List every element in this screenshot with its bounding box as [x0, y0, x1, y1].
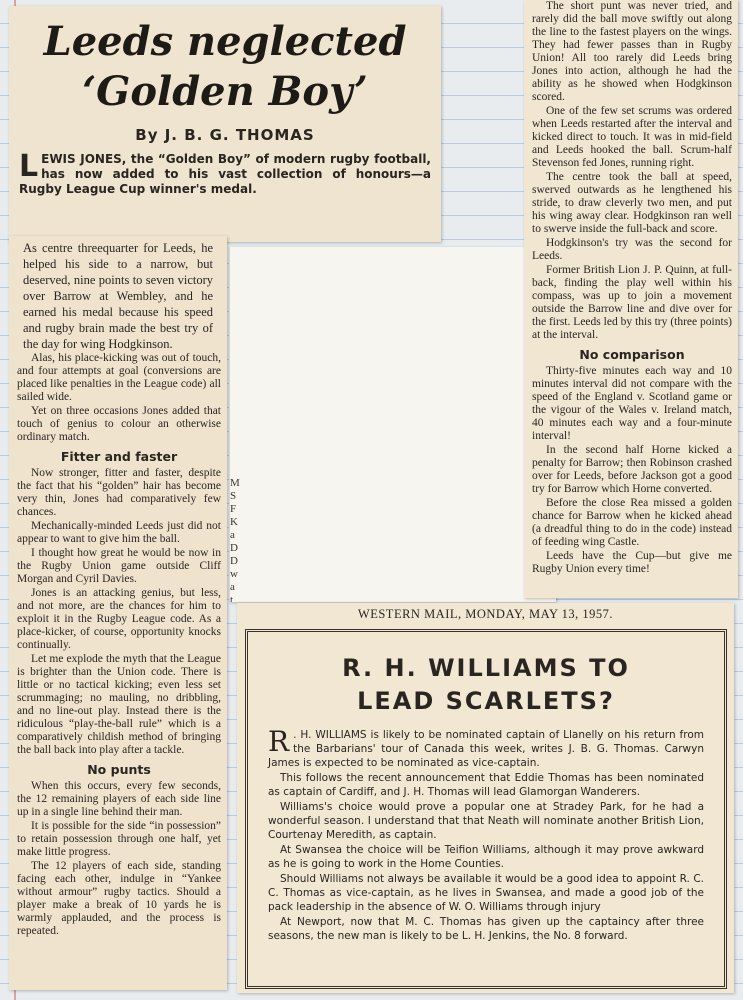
intro-paragraph: As centre threequarter for Leeds, he helped his side to a narrow, but deserved, nine points to seven victory over Barrow at Wembley, and he earned his medal because his speed and rugby brain made the best try of the day for wing Hodgkinson.: [23, 241, 213, 351]
williams-dropcap: R: [268, 725, 290, 758]
williams-clipping: [237, 603, 734, 993]
williams-p6: At Newport, now that M. C. Thomas has given up the captaincy after three seasons, the new man is likely to be L. H. Jenkins, the No. 8 forward.: [268, 916, 704, 942]
col-c-p4: Hodgkinson's try was the second for Leeds.: [532, 237, 732, 262]
col-b-p5: I thought how great he would be now in the Rugby Union game outside Cliff Morgan and Cyril Davies.: [17, 547, 221, 585]
col-b-p7: Let me explode the myth that the League is brighter than the Union code. There is little or no tactical kicking; even less set scrummaging; no mauling, no dribbling, and no line-out play. Instead there is the ridiculous “play-the-ball rule” which is a comparatively childish method of bringing the ball back into play after a tackle.: [17, 653, 221, 756]
newspaper-masthead: WESTERN MAIL, MONDAY, MAY 13, 1957.: [357, 607, 614, 621]
right-column-clipping: [524, 0, 738, 598]
col-c-p9: Leeds have the Cup—but give me Rugby Union every time!: [532, 550, 732, 575]
subhead-fitter-faster: Fitter and faster: [60, 449, 178, 464]
col-b-p2: Yet on three occasions Jones added that touch of genius to colour an otherwise ordinary match.: [17, 405, 221, 443]
subhead-no-punts: No punts: [87, 762, 151, 777]
col-c-p6: Thirty-five minutes each way and 10 minutes interval did not compare with the speed of the England v. Scotland game or the vigour of the Wales v. Ireland match, 40 minutes each way and a four-minute interval!: [532, 365, 732, 442]
lead-text: EWIS JONES, the “Golden Boy” of modern rugby football, has now added to his vast collection of honours—a Rugby League Cup winner's medal.: [19, 152, 431, 196]
lead-paragraph: [19, 149, 431, 197]
blank-paper-scrap: [229, 247, 556, 602]
right-column-text: [532, 0, 732, 577]
col-c-p5: Former British Lion J. P. Quinn, at full-back, finding the play well within his compass, was up to join a movement outside the Barrow line and dive over for the first. Leeds led by this try (three points) at the interval.: [532, 264, 732, 341]
williams-p1-text: . H. WILLIAMS is likely to be nominated captain of Llanelly on his return from the Barbarians' tour of Canada this week, writes J. B. G. Thomas. Carwyn James is expected to be nominated as vice-captain.: [268, 729, 704, 769]
col-b-p6: Jones is an attacking genius, but less, and not more, are the chances for him to exploit it in the Rugby League code. As a place-kicker, of course, opportunity knocks continually.: [17, 587, 221, 651]
col-b-p3: Now stronger, fitter and faster, despite the fact that his “golden” hair has become very thin, Jones had comparatively few chances.: [17, 467, 221, 518]
williams-p2: This follows the recent announcement that Eddie Thomas has been nominated as captain of Cardiff, and J. H. Thomas will lead Glamorgan Wanderers.: [268, 772, 704, 798]
col-b-p8: When this occurs, every few seconds, the 12 remaining players of each side line up in a single line behind their man.: [17, 780, 221, 818]
williams-p3: Williams's choice would prove a popular one at Stradey Park, for he had a wonderful season. I understand that that Neath will nominate another British Lion, Courtenay Meredith, as captain.: [268, 801, 704, 841]
left-column-clipping: [9, 236, 227, 990]
subhead-no-comparison: No comparison: [579, 347, 685, 362]
williams-headline-line1: R. H. WILLIAMS TO: [342, 654, 630, 682]
headline-clipping: [9, 6, 441, 242]
col-c-p2: One of the few set scrums was ordered when Leeds restarted after the interval and kicked direct to touch. It was in mid-field and Leeds hooked the ball. Scrum-half Stevenson fed Jones, running right.: [532, 105, 732, 169]
lead-dropcap: L: [19, 149, 39, 184]
col-c-p7: In the second half Horne kicked a penalty for Barrow; then Robinson crashed over for Leeds, before Jackson got a good try for Barrow which Horne converted.: [532, 444, 732, 495]
col-b-p4: Mechanically-minded Leeds just did not appear to want to give him the ball.: [17, 520, 221, 545]
williams-headline: [248, 652, 724, 718]
headline-line1: Leeds neglected: [43, 18, 407, 65]
col-c-p3: The centre took the ball at speed, swerved outwards as he lengthened his stride, to draw cleverly two men, and put his wing away clear. Hodgkinson ran well to swerve inside the full-back and score.: [532, 171, 732, 235]
left-column-text: [17, 352, 221, 939]
article-frame: [245, 629, 727, 989]
col-c-p8: Before the close Rea missed a golden chance for Barrow when he kicked ahead (a dreadful thing to do in the code) instead of feeding wing Castle.: [532, 497, 732, 548]
col-b-p1: Alas, his place-kicking was out of touch, and four attempts at goal (conversions are placed like penalties in the League code) all sailed wide.: [17, 352, 221, 403]
williams-p5: Should Williams not always be available it would be a good idea to appoint R. C. C. Thomas as vice-captain, as he lives in Swansea, and made a good job of the pack leadership in the absence of W. O. Williams through injury: [268, 873, 704, 913]
scrap-letters: M S F K a D D w a t: [230, 477, 240, 602]
headline-line2: ‘Golden Boy’: [82, 68, 368, 115]
col-b-p10: The 12 players of each side, standing facing each other, indulge in “Yankee without armour” rugby tactics. Should a player make a break of 10 yards he is warmly applauded, and the process is repeated.: [17, 860, 221, 937]
williams-p1: [268, 725, 704, 770]
williams-headline-line2: LEAD SCARLETS?: [357, 687, 615, 715]
col-b-p9: It is possible for the side “in possession” to retain possession through one half, yet make little progress.: [17, 820, 221, 858]
byline: By J. B. G. THOMAS: [135, 126, 315, 144]
col-c-p1: The short punt was never tried, and rarely did the ball move swiftly out along the line to the fastest players on the wings. They had fewer passes than in Rugby Union! All too rarely did Leeds bring Jones into action, although he had the ability as he showed when Hodgkinson scored.: [532, 0, 732, 103]
williams-p4: At Swansea the choice will be Teifion Williams, although it may prove awkward as he is going to work in the Home Counties.: [268, 844, 704, 870]
williams-body: [268, 725, 704, 943]
